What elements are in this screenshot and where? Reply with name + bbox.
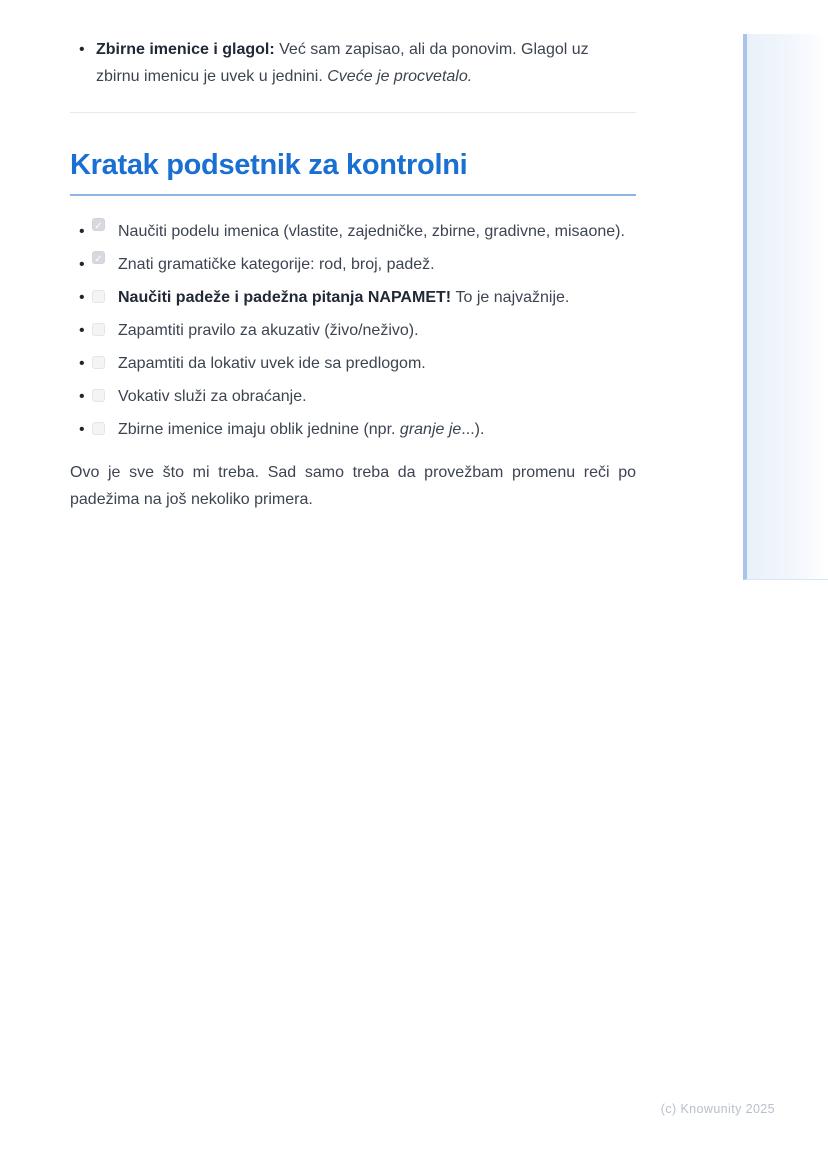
check-icon: ✓ xyxy=(94,254,103,265)
document-content xyxy=(70,30,636,513)
checklist-item xyxy=(70,251,636,278)
checkbox[interactable] xyxy=(92,323,105,336)
intro-italic-text: Cveće je procvetalo. xyxy=(327,68,473,85)
checklist-item-text: Zbirne imenice imaju oblik jednine (npr. xyxy=(118,421,400,438)
bullet-icon: • xyxy=(79,223,85,240)
list-item xyxy=(70,36,636,90)
checkbox[interactable] xyxy=(92,389,105,402)
bullet-icon: • xyxy=(79,421,85,438)
checkbox[interactable] xyxy=(92,422,105,435)
checklist-item-text: Zapamtiti pravilo za akuzativ (živo/neživo). xyxy=(118,322,419,339)
checklist-item xyxy=(70,350,636,377)
checklist-item-italic-text: granje je xyxy=(399,421,462,438)
bullet-icon: • xyxy=(79,322,85,339)
bullet-icon: • xyxy=(79,41,85,58)
closing-paragraph: Ovo je sve što mi treba. Sad samo treba da provežbam promenu reči po padežima na još nekoliko primera. xyxy=(70,464,636,508)
checklist-item-bold-text: Naučiti padeže i padežna pitanja NAPAMET! xyxy=(118,289,456,306)
check-icon: ✓ xyxy=(94,221,103,232)
bullet-icon: • xyxy=(79,355,85,372)
checklist-item xyxy=(70,416,636,443)
checklist-item xyxy=(70,218,636,245)
intro-bold-text: Zbirne imenice i glagol: xyxy=(96,41,280,58)
checkbox[interactable] xyxy=(92,290,105,303)
checklist-item-text: Zapamtiti da lokativ uvek ide sa predlogom. xyxy=(118,355,426,372)
page-edge-panel xyxy=(743,34,828,580)
intro-text: Već sam zapisao, ali da ponovim. Glagol uz zbirnu imenicu je uvek u jednini. xyxy=(96,41,589,85)
checkbox[interactable] xyxy=(92,218,105,231)
divider xyxy=(70,112,636,113)
bullet-icon: • xyxy=(79,256,85,273)
page-title: Kratak podsetnik za kontrolni xyxy=(70,149,636,196)
checklist-item xyxy=(70,317,636,344)
checklist-item-text: To je najvažnije. xyxy=(455,289,570,306)
checklist-item-text: ...). xyxy=(461,421,485,438)
checklist-item xyxy=(70,383,636,410)
checkbox[interactable] xyxy=(92,356,105,369)
checklist xyxy=(70,218,636,443)
checklist-item-text: Znati gramatičke kategorije: rod, broj, padež. xyxy=(118,256,435,273)
checkbox[interactable] xyxy=(92,251,105,264)
copyright-text: (c) Knowunity 2025 xyxy=(660,1102,775,1116)
intro-list xyxy=(70,36,636,90)
bullet-icon: • xyxy=(79,388,85,405)
bullet-icon: • xyxy=(79,289,85,306)
checklist-item-text: Vokativ služi za obraćanje. xyxy=(118,388,307,405)
checklist-item-text: Naučiti podelu imenica (vlastite, zajedničke, zbirne, gradivne, misaone). xyxy=(118,223,625,240)
checklist-item xyxy=(70,284,636,311)
